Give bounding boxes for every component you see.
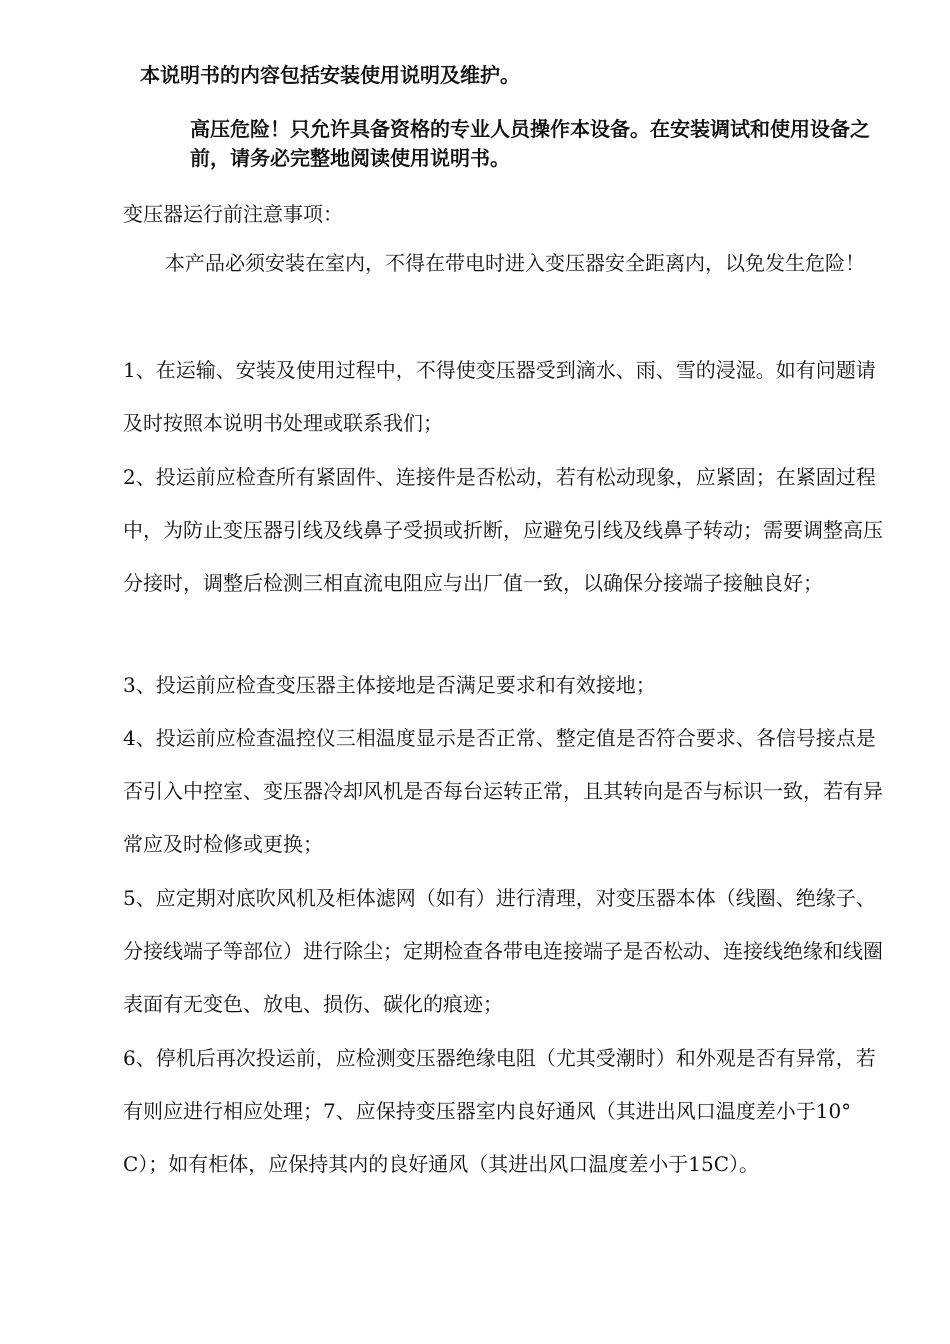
general-note: 本产品必须安装在室内，不得在带电时进入变压器安全距离内，以免发生危险！ <box>165 251 865 275</box>
item-6: 6、停机后再次投运前，应检测变压器绝缘电阻（尤其受潮时）和外观是否有异常，若有则应进行相应处理；7、应保持变压器室内良好通风（其进出风口温度差小于10° C）；如有柜体，应保持其内的良好通风（其进出风口温度差小于15C）。 <box>123 1046 876 1176</box>
item-4: 4、投运前应检查温控仪三相温度显示是否正常、整定值是否符合要求、各信号接点是否引入中控室、变压器冷却风机是否每台运转正常，且其转向是否与标识一致，若有异常应及时检修或更换； <box>123 726 883 856</box>
item-3: 3、投运前应检查变压器主体接地是否满足要求和有效接地； <box>123 673 656 697</box>
item-2: 2、投运前应检查所有紧固件、连接件是否松动，若有松动现象，应紧固；在紧固过程中，为防止变压器引线及线鼻子受损或折断，应避免引线及线鼻子转动；需要调整高压分接时，调整后检测三相直流电阻应与出厂值一致，以确保分接端子接触良好； <box>123 465 883 595</box>
high-voltage-warning: 高压危险！只允许具备资格的专业人员操作本设备。在安装调试和使用设备之前，请务必完整地阅读使用说明书。 <box>190 117 870 170</box>
item-1: 1、在运输、安装及使用过程中，不得使变压器受到滴水、雨、雪的浸湿。如有问题请及时按照本说明书处理或联系我们； <box>123 358 876 435</box>
precaution-heading: 变压器运行前注意事项： <box>123 202 343 226</box>
item-5: 5、应定期对底吹风机及柜体滤网（如有）进行清理，对变压器本体（线圈、绝缘子、分接线端子等部位）进行除尘；定期检查各带电连接端子是否松动、连接线绝缘和线圈表面有无变色、放电、损伤、碳化的痕迹； <box>123 886 883 1016</box>
intro-text: 本说明书的内容包括安装使用说明及维护。 <box>140 63 520 87</box>
